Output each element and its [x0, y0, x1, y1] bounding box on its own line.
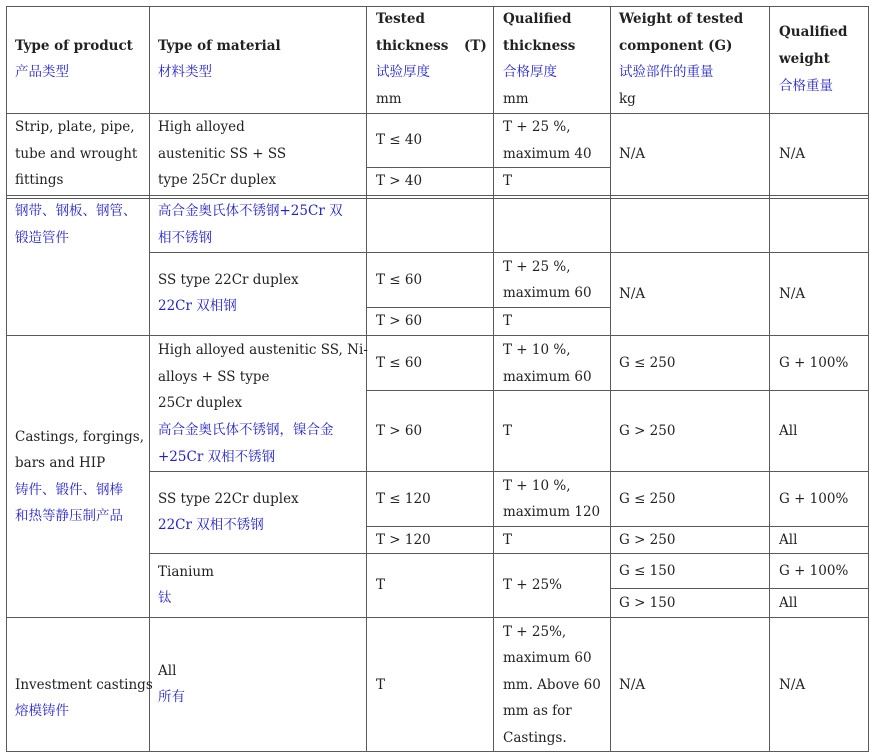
- strip-material1-en: austenitic SS + SS: [158, 146, 287, 162]
- table-rule: [610, 588, 869, 589]
- castings-row5-weight-b: G > 150: [619, 595, 676, 611]
- castings-row2-qualified: T: [503, 423, 513, 439]
- castings-product-en: bars and HIP: [15, 455, 106, 471]
- table-rule: [610, 6, 611, 752]
- castings-row3-tested: T ≤ 120: [376, 491, 431, 507]
- castings-row5-qualified-weight-b: All: [779, 595, 798, 611]
- castings-row4-qualified-weight: All: [779, 532, 798, 548]
- investment-tested: T: [376, 677, 386, 693]
- header-qualified-cn: 合格厚度: [503, 64, 557, 80]
- strip-row4-qualified: T: [503, 313, 513, 329]
- castings-material1-en: 25Cr duplex: [158, 395, 243, 411]
- castings-material1-en: alloys + SS type: [158, 369, 270, 385]
- investment-material-cn: 所有: [158, 689, 185, 705]
- investment-qualified: mm as for: [503, 703, 572, 719]
- header-weight-line2: component (G): [619, 38, 733, 54]
- strip-row3-qualified: maximum 60: [503, 285, 592, 301]
- strip-row2-qualified: T: [503, 173, 513, 189]
- investment-qualified: T + 25%,: [503, 624, 567, 640]
- table-rule: [149, 6, 150, 752]
- investment-qualified: maximum 60: [503, 650, 592, 666]
- castings-row3-qualified: T + 10 %,: [503, 478, 571, 494]
- header-tested-symbol: (T): [464, 38, 487, 54]
- castings-material1-cn: 高合金奥氏体不锈钢，镍合金: [158, 422, 334, 438]
- castings-material1-en: High alloyed austenitic SS, Ni-: [158, 342, 368, 358]
- investment-weight: N/A: [619, 677, 646, 693]
- strip-material2-en: SS type 22Cr duplex: [158, 272, 299, 288]
- table-rule: [149, 252, 869, 253]
- investment-qualified: Castings.: [503, 730, 567, 746]
- header-qualified-weight-line2: weight: [779, 51, 830, 67]
- castings-row5-qualified: T + 25%: [503, 577, 562, 593]
- strip-material1-qualified-weight: N/A: [779, 146, 806, 162]
- castings-row5-qualified-weight-a: G + 100%: [779, 563, 849, 579]
- castings-row1-qualified-weight: G + 100%: [779, 355, 849, 371]
- strip-product-en: Strip, plate, pipe,: [15, 119, 135, 135]
- header-weight-unit: kg: [619, 91, 636, 107]
- castings-row3-qualified-weight: G + 100%: [779, 491, 849, 507]
- header-tested-line1: Tested: [376, 11, 425, 27]
- castings-row1-qualified: maximum 60: [503, 369, 592, 385]
- castings-row4-tested: T > 120: [376, 532, 431, 548]
- strip-row3-tested: T ≤ 60: [376, 272, 423, 288]
- strip-material1-cn: 高合金奥氏体不锈钢+25Cr 双: [158, 203, 343, 219]
- header-qualified-weight-line1: Qualified: [779, 24, 848, 40]
- castings-row2-weight: G > 250: [619, 423, 676, 439]
- strip-row1-tested: T ≤ 40: [376, 132, 423, 148]
- castings-product-en: Castings, forgings,: [15, 429, 144, 445]
- castings-row3-qualified: maximum 120: [503, 504, 601, 520]
- castings-row4-qualified: T: [503, 532, 513, 548]
- investment-qualified: mm. Above 60: [503, 677, 601, 693]
- investment-qualified-weight: N/A: [779, 677, 806, 693]
- table-rule: [868, 6, 869, 752]
- table-rule: [366, 6, 367, 752]
- header-qualified-line1: Qualified: [503, 11, 572, 27]
- castings-row1-tested: T ≤ 60: [376, 355, 423, 371]
- table-rule: [6, 113, 869, 114]
- strip-product-cn: 钢带、钢板、钢管、: [15, 203, 137, 219]
- strip-material2-cn: 22Cr 双相钢: [158, 298, 237, 314]
- strip-material1-en: type 25Cr duplex: [158, 172, 277, 188]
- castings-material3-en: Tianium: [158, 564, 214, 580]
- table-rule: [6, 617, 869, 618]
- castings-row2-qualified-weight: All: [779, 423, 798, 439]
- table-rule: [769, 6, 770, 752]
- table-rule: [6, 751, 869, 752]
- header-tested-line2: thickness: [376, 38, 449, 54]
- strip-product-en: tube and wrought: [15, 146, 138, 162]
- header-qualified-weight-cn: 合格重量: [779, 78, 833, 94]
- header-product-en: Type of product: [15, 38, 133, 54]
- table-rule: [493, 6, 494, 752]
- header-product-cn: 产品类型: [15, 64, 69, 80]
- castings-material3-cn: 钛: [158, 590, 172, 606]
- investment-product-en: Investment castings: [15, 677, 153, 693]
- table-rule: [6, 335, 869, 336]
- table-rule: [6, 6, 7, 752]
- strip-material1-weight: N/A: [619, 146, 646, 162]
- strip-product-cn: 锻造管件: [15, 230, 69, 246]
- header-material-cn: 材料类型: [158, 64, 212, 80]
- castings-row1-weight: G ≤ 250: [619, 355, 676, 371]
- castings-row5-tested: T: [376, 577, 386, 593]
- castings-row2-tested: T > 60: [376, 423, 423, 439]
- strip-row3-qualified: T + 25 %,: [503, 259, 571, 275]
- strip-row1-qualified: maximum 40: [503, 146, 592, 162]
- strip-material1-cn: 相不锈钢: [158, 230, 212, 246]
- castings-material2-cn: 22Cr 双相不锈钢: [158, 517, 264, 533]
- investment-product-cn: 熔模铸件: [15, 703, 69, 719]
- header-weight-cn: 试验部件的重量: [619, 64, 714, 80]
- investment-material-en: All: [158, 663, 177, 679]
- header-qualified-line2: thickness: [503, 38, 576, 54]
- castings-product-cn: 铸件、锻件、钢棒: [15, 482, 123, 498]
- strip-material1-en: High alloyed: [158, 119, 245, 135]
- header-material-en: Type of material: [158, 38, 281, 54]
- castings-row5-weight-a: G ≤ 150: [619, 563, 676, 579]
- header-tested-unit: mm: [376, 91, 402, 107]
- castings-material1-cn: +25Cr 双相不锈钢: [158, 449, 276, 465]
- strip-row1-qualified: T + 25 %,: [503, 119, 571, 135]
- castings-product-cn: 和热等静压制产品: [15, 508, 123, 524]
- castings-row4-weight: G > 250: [619, 532, 676, 548]
- strip-material2-weight: N/A: [619, 286, 646, 302]
- table-rule: [149, 471, 869, 472]
- castings-row3-weight: G ≤ 250: [619, 491, 676, 507]
- header-tested-cn: 试验厚度: [376, 64, 430, 80]
- strip-row4-tested: T > 60: [376, 313, 423, 329]
- table-rule: [366, 390, 869, 391]
- header-weight-line1: Weight of tested: [619, 11, 744, 27]
- strip-material2-qualified-weight: N/A: [779, 286, 806, 302]
- header-qualified-unit: mm: [503, 91, 529, 107]
- castings-material2-en: SS type 22Cr duplex: [158, 491, 299, 507]
- table-rule: [6, 195, 869, 196]
- strip-row2-tested: T > 40: [376, 173, 423, 189]
- castings-row1-qualified: T + 10 %,: [503, 342, 571, 358]
- strip-product-en: fittings: [15, 172, 64, 188]
